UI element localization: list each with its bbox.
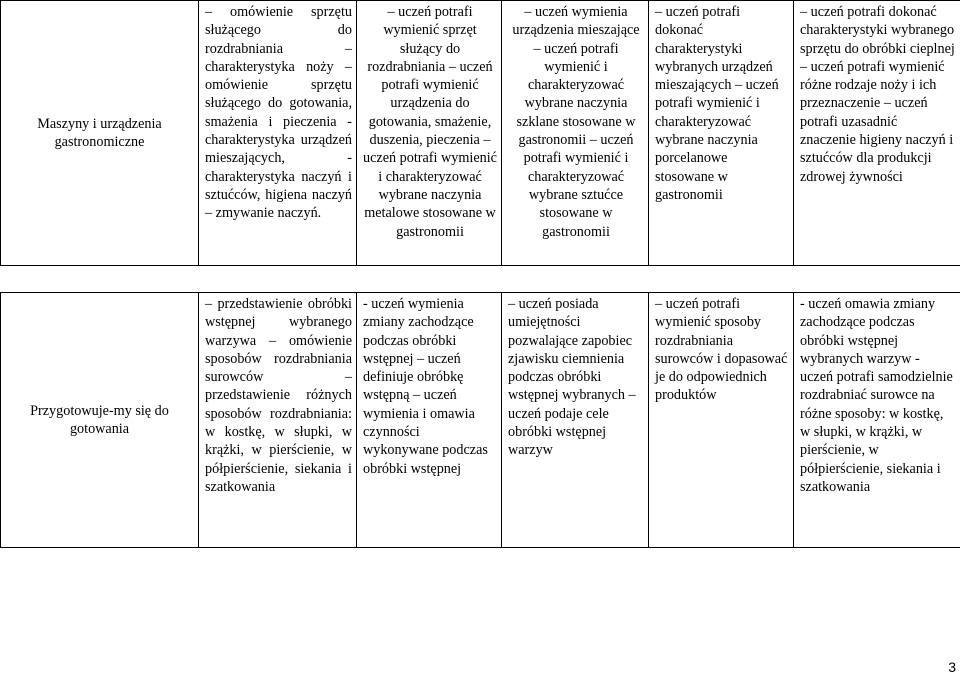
requirement-cell-4 xyxy=(794,293,960,548)
content-text: – omówienie sprzętu służącego do rozdrabniania – charakterystyka noży – omówienie sprzętu służącego do gotowania, smażenia i pieczenia - charakterystyka urządzeń mieszających, - charakterystyka naczyń i sztućców, higiena naczyń – zmywanie naczyń. xyxy=(205,4,352,222)
requirement-cell-1 xyxy=(357,1,502,266)
requirement-text: – uczeń potrafi dokonać charakterystyki wybranych urządzeń mieszających – uczeń potrafi wymienić i charakteryzować wybrane naczynia porcelanowe stosowane w gastronomii xyxy=(655,4,779,203)
requirement-text: – uczeń potrafi dokonać charakterystyki wybranego sprzętu do obróbki cieplnej – uczeń potrafi wymienić różne rodzaje noży i ich przeznaczenie – uczeń potrafi uzasadnić znaczenie higieny naczyń i sztućców dla produkcji zdrowej żywności xyxy=(800,4,955,185)
section-header: Przygotowuje-my się do gotowania xyxy=(30,402,169,437)
page-number: 3 xyxy=(948,658,956,675)
requirement-cell-2 xyxy=(502,293,649,548)
requirement-cell-4 xyxy=(794,1,960,266)
requirement-cell-1 xyxy=(357,293,502,548)
requirement-text: - uczeń wymienia zmiany zachodzące podczas obróbki wstępnej – uczeń definiuje obróbkę wstępną – uczeń wymienia i omawia czynności wykonywane podczas obróbki wstępnej xyxy=(363,296,488,477)
content-cell xyxy=(199,1,357,266)
section-header-cell xyxy=(1,293,199,548)
requirement-text: – uczeń potrafi wymienić sprzęt służący do rozdrabniania – uczeń potrafi wymienić urządzenia do gotowania, smażenie, duszenia, pieczenia – uczeń potrafi wymienić i charakteryzować wybrane naczynia metalowe stosowane w gastronomii xyxy=(363,4,497,240)
requirement-cell-2 xyxy=(502,1,649,266)
section-header-cell xyxy=(1,1,199,266)
table-row xyxy=(1,1,960,266)
section-header: Maszyny i urządzenia gastronomiczne xyxy=(37,115,162,150)
requirement-cell-3 xyxy=(649,1,794,266)
curriculum-table-row-2 xyxy=(0,292,960,548)
content-text: – przedstawienie obróbki wstępnej wybranego warzywa – omówienie sposobów rozdrabniania surowców – przedstawienie różnych sposobów rozdrabniania: w kostkę, w słupki, w krążki, w pierścienie, w półpierścienie, siekania i szatkowania xyxy=(205,296,352,495)
content-cell xyxy=(199,293,357,548)
requirement-text: - uczeń omawia zmiany zachodzące podczas obróbki wstępnej wybranych warzyw - uczeń potrafi samodzielnie rozdrabniać surowce na różne sposoby: w kostkę, w słupki, w krążki, w pierścienie, w półpierścienie, siekania i szatkowania xyxy=(800,296,953,495)
requirement-text: – uczeń posiada umiejętności pozwalające zapobiec zjawisku ciemnienia podczas obróbki wstępnej wybranych – uczeń podaje cele obróbki wstępnej warzyw xyxy=(508,296,636,459)
requirement-text: – uczeń wymienia urządzenia mieszające – uczeń potrafi wymienić i charakteryzować wybrane naczynia szklane stosowane w gastronomii – uczeń potrafi wymienić i charakteryzować wybrane sztućce stosowane w gastronomii xyxy=(512,4,640,240)
curriculum-table-row-1 xyxy=(0,0,960,266)
requirement-text: – uczeń potrafi wymienić sposoby rozdrabniania surowców i dopasować je do odpowiednich produktów xyxy=(655,296,788,404)
table-row xyxy=(1,293,960,548)
requirement-cell-3 xyxy=(649,293,794,548)
